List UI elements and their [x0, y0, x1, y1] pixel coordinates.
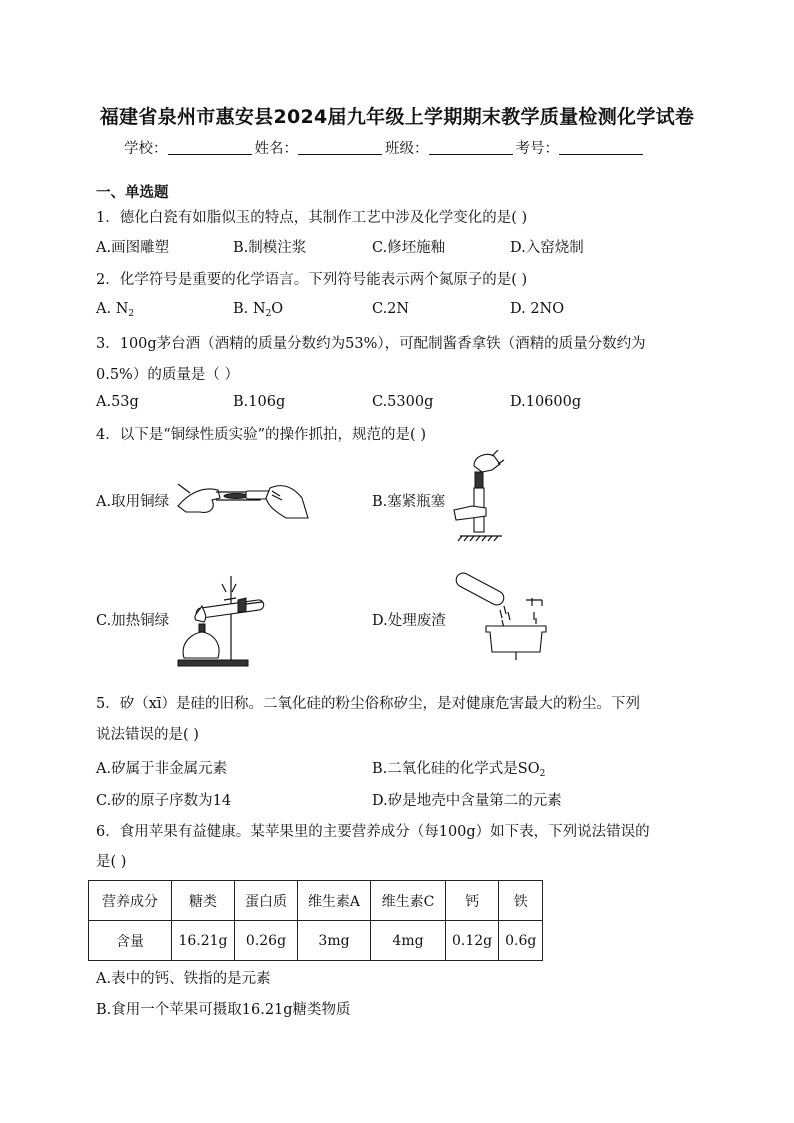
table-row: [89, 921, 543, 961]
q5-option-a: A.矽属于非金属元素: [96, 761, 228, 777]
q1-option-d: D.入窑烧制: [510, 240, 584, 256]
q3-option-c: C.5300g: [372, 394, 434, 410]
class-blank[interactable]: [429, 139, 513, 155]
q2-option-b: B. $N_2O$: [233, 301, 284, 319]
figure-d-waste-sink: [452, 568, 552, 660]
class-label: 班级：: [385, 141, 429, 157]
q5-option-d: D.矽是地壳中含量第二的元素: [372, 793, 562, 809]
q2-option-c: C.2N: [372, 301, 410, 317]
table-header-cell: 营养成分: [89, 881, 172, 921]
student-info-line: [124, 137, 646, 158]
q3-option-d: D.10600g: [510, 394, 582, 410]
table-header-row: [89, 881, 543, 921]
name-label: 姓名：: [254, 141, 298, 157]
q5-option-c: C.矽的原子序数为14: [96, 793, 232, 809]
figure-a-take-powder: [176, 478, 311, 523]
question-6-stem-line1: 6．食用苹果有益健康。某苹果里的主要营养成分（每100g）如下表，下列说法错误的: [96, 824, 650, 840]
q3-option-b: B.106g: [233, 394, 286, 410]
figure-b-stopper-tube: [452, 450, 522, 542]
table-cell: 3mg: [298, 921, 371, 961]
table-header-cell: 蛋白质: [235, 881, 298, 921]
table-cell: 含量: [89, 921, 172, 961]
question-3-stem-line2: 0.5%）的质量是（ ）: [96, 367, 239, 383]
question-1-stem: 1．德化白瓷有如脂似玉的特点，其制作工艺中涉及化学变化的是( ): [96, 210, 528, 226]
q2-option-a: A. $N_2$: [96, 301, 135, 319]
q4-option-b: B.塞紧瓶塞: [372, 494, 446, 510]
table-header-cell: 维生素A: [298, 881, 371, 921]
table-cell: 16.21g: [172, 921, 235, 961]
question-4-stem: 4．以下是“铜绿性质实验”的操作抓拍，规范的是( ): [96, 427, 426, 443]
q3-option-a: A.53g: [96, 394, 139, 410]
q5-option-b: B.二氧化硅的化学式是$SO_2$: [372, 761, 546, 779]
table-header-cell: 铁: [499, 881, 543, 921]
question-5-stem-line1: 5．矽（xī）是硅的旧称。二氧化硅的粉尘俗称矽尘，是对健康危害最大的粉尘。下列: [96, 696, 641, 712]
table-cell: 4mg: [371, 921, 446, 961]
q1-option-a: A.画图雕塑: [96, 240, 170, 256]
number-label: 考号：: [515, 141, 559, 157]
q6-option-b: B.食用一个苹果可摄取16.21g糖类物质: [96, 1002, 351, 1018]
table-header-cell: 维生素C: [371, 881, 446, 921]
q4-option-c: C.加热铜绿: [96, 613, 170, 629]
q6-option-a: A.表中的钙、铁指的是元素: [96, 971, 271, 987]
q4-option-a: A.取用铜绿: [96, 494, 170, 510]
number-blank[interactable]: [559, 139, 643, 155]
table-header-cell: 糖类: [172, 881, 235, 921]
table-cell: 0.6g: [499, 921, 543, 961]
question-5-stem-line2: 说法错误的是( ): [96, 727, 199, 743]
q2-option-d: D. 2NO: [510, 301, 565, 317]
name-blank[interactable]: [298, 139, 382, 155]
section-heading: 一、单选题: [96, 185, 169, 201]
question-6-stem-line2: 是( ): [96, 854, 127, 870]
exam-title: 福建省泉州市惠安县2024届九年级上学期期末教学质量检测化学试卷: [99, 106, 695, 128]
q1-option-c: C.修坯施釉: [372, 240, 446, 256]
table-cell: 0.26g: [235, 921, 298, 961]
table-cell: 0.12g: [446, 921, 499, 961]
q1-option-b: B.制模注浆: [233, 240, 307, 256]
table-header-cell: 钙: [446, 881, 499, 921]
school-label: 学校：: [124, 141, 168, 157]
q4-option-d: D.处理废渣: [372, 613, 446, 629]
figure-c-heating-setup: [176, 570, 268, 670]
question-3-stem-line1: 3．100g茅台酒（酒精的质量分数约为53%），可配制酱香拿铁（酒精的质量分数约为: [96, 336, 646, 352]
school-blank[interactable]: [168, 139, 252, 155]
nutrition-table: [88, 880, 543, 961]
question-2-stem: 2．化学符号是重要的化学语言。下列符号能表示两个氮原子的是( ): [96, 272, 528, 288]
